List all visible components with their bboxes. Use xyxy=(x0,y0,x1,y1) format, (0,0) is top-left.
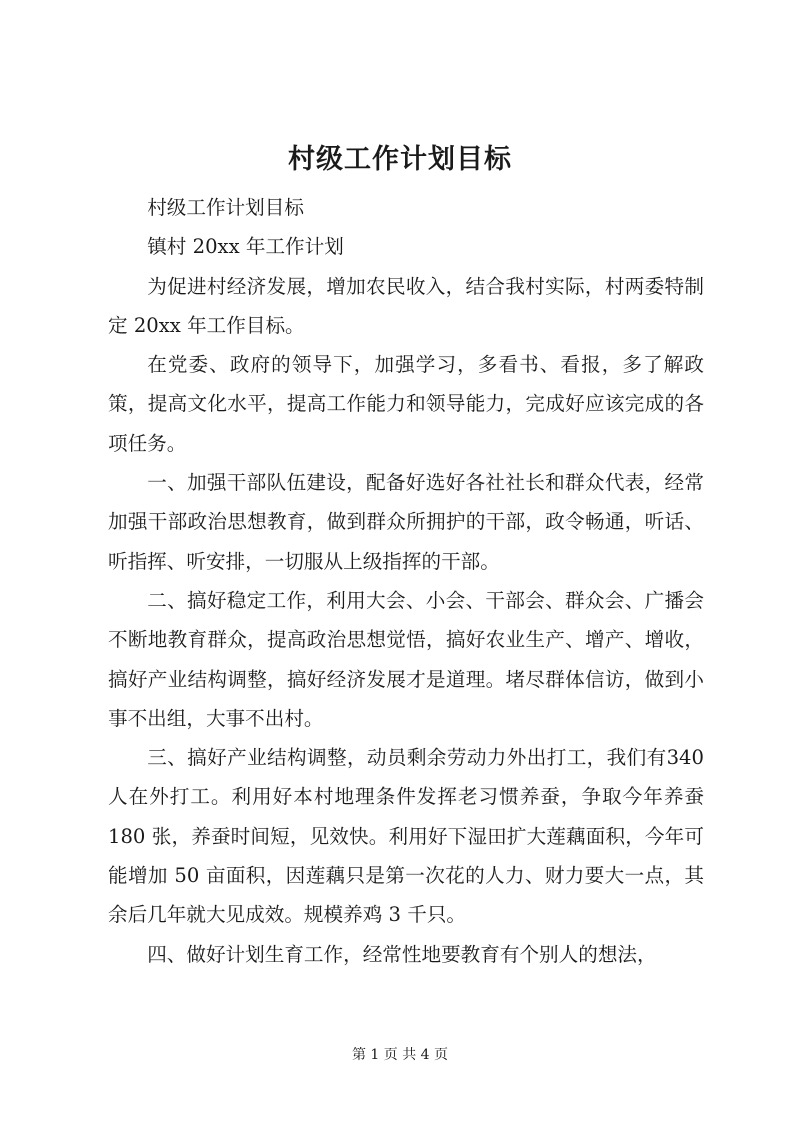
document-title: 村级工作计划目标 xyxy=(288,144,512,175)
paragraph-subtitle: 村级工作计划目标 xyxy=(147,196,304,219)
paragraph-item-4: 四、做好计划生育工作，经常性地要教育有个别人的想法， xyxy=(147,942,657,966)
page-number-footer: 第 1 页 共 4 页 xyxy=(351,1047,449,1063)
document-body xyxy=(108,188,704,974)
paragraph-intro: 为促进村经济发展，增加农民收入，结合我村实际，村两委特制定 20xx 年工作目标。 xyxy=(108,274,704,337)
paragraph-item-2: 二、搞好稳定工作，利用大会、小会、干部会、群众会、广播会不断地教育群众，提高政治思想觉悟，搞好农业生产、增产、增收，搞好产业结构调整，搞好经济发展才是道理。堵尽群体信访，做到小事不出组，大事不出村。 xyxy=(108,588,704,730)
paragraph-leadership: 在党委、政府的领导下，加强学习，多看书、看报，多了解政策，提高文化水平，提高工作能力和领导能力，完成好应该完成的各项任务。 xyxy=(108,353,704,455)
paragraph-plan-heading: 镇村 20xx 年工作计划 xyxy=(147,235,344,259)
paragraph-item-1: 一、加强干部队伍建设，配备好选好各社社长和群众代表，经常加强干部政治思想教育，做到群众所拥护的干部，政令畅通，听话、听指挥、听安排，一切服从上级指挥的干部。 xyxy=(108,471,704,573)
paragraph-item-3: 三、搞好产业结构调整，动员剩余劳动力外出打工，我们有340 人在外打工。利用好本村地理条件发挥老习惯养蚕，争取今年养蚕 180 张，养蚕时间短，见效快。利用好下湿田扩大莲藕面积，今年可能增加 50 亩面积，因莲藕只是第一次花的人力、财力要大一点，其余后几年就大见成效。规模养鸡 3 千只。 xyxy=(108,746,704,927)
